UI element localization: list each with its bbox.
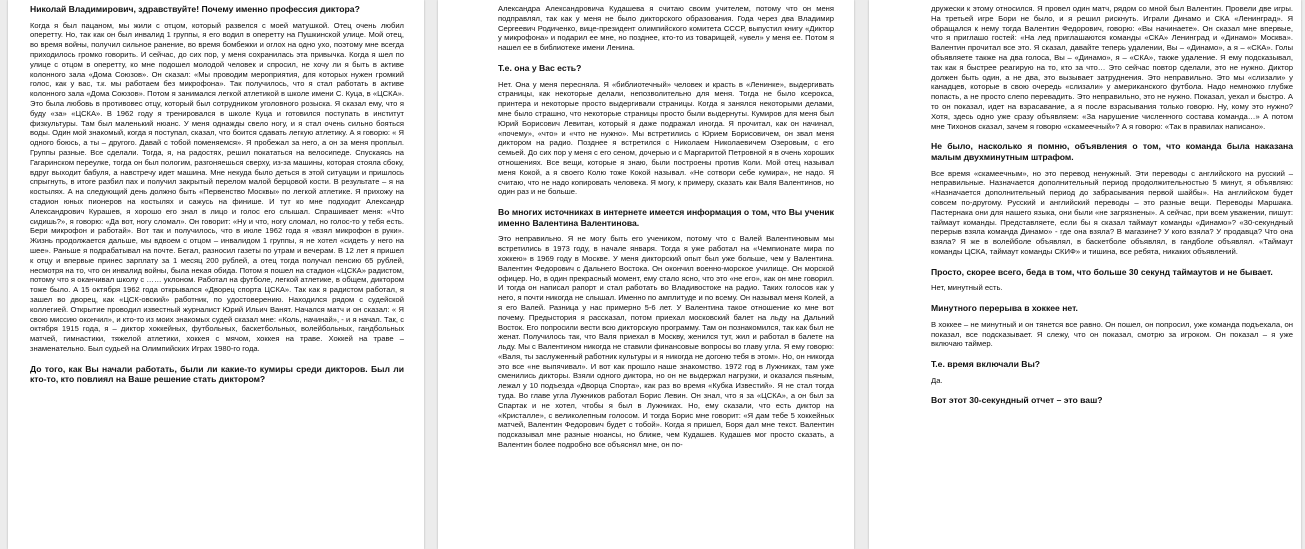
interview-question: До того, как Вы начали работать, были ли какие-то кумиры среди дикторов. Был ли кто-то, кто повлиял на Ваше решение стать диктором? (30, 363, 404, 385)
interview-question: Т.е. она у Вас есть? (498, 62, 582, 73)
interview-question: Не было, насколько я помню, объявления о том, что команда была наказана малым двухминутным штрафом. (931, 141, 1293, 162)
interview-answer: Когда я был пацаном, мы жили с отцом, который развелся с моей матушкой. Отец очень любил оперетту. Но, так как он был инвалид 1 группы, я его водил в оперетту на Пушкинской улице. Мой отец, во время войны, получил сильное ранение, во время бомбежки и оглох на одно ухо, поэтому мне всегда приходилось громко говорить. И сейчас, до сих пор, у меня сохранилась эта привычка. Когда я шел по улице с отцом в оперетту, ко мне подошел молодой человек и спросил, не хочу ли я быть в активе колонного зала «Дома Союзов». Он сказал: «Мы проводим мероприятия, для которых нужен громкий голос, как у вас, т.к. мы работаем без микрофона». Так получилось, что я стал работать в активе колонного зала «Дома Союзов». Потом я занимался легкой атлетикой в школе имени С. Куца, в «ЦСКА». Это была любовь в противовес отцу, который был сотрудником уголовного розыска. Я сказал ему, что я буду «за» «ЦСКА». В 1962 году я тренировался в школе Куца и готовился поступать в институт физкультуры. Там был маленький нюанс. У меня однажды свело ногу, и я стал очень сильно бояться воды. Один мой знакомый, когда я поступал, сказал, что боится сдавать легкую атлетику. А я говорю: « Я одного боюсь, а ты – другого. Давай с тобой поменяемся». Я пробежал за него, а он за меня проплыл. Группы разные. Все сделали. Тогда, я, на радостях, решил покататься на велосипеде. Спускаясь на Гагаринском переулке, тогда он был пологим, разгоняешься сверху, из-за машины, которая стояла сбоку, вдруг выходит бабуля, а навстречу идет машина. Мне некуда было деться в этой ситуации и пришлось спрыгнуть, в итоге разбил пах и получил закрытый перелом малой берцовой кости. В результате – я на костылях. А на следующий день должно быть «Первенство Москвы» по легкой атлетике. Я прихожу на стадион юных пионеров на костылях и сажусь на финише. И тут ко мне подходит Александр Александрович Курашев, я хорошо его знал в лицо и голос его слышал. Спрашивает меня: «Что сидишь?», я говорю: «Да вот, ногу сломал». Он говорит: «Ну и что, ногу сломал, но голос-то у тебя есть. Бери микрофон и работай». Вот так и получилось, что в июле 1962 года я «взял микрофон в руки». Жизнь продолжается дальше, мы вдвоем с отцом – инвалидом 1 группы, я не хотел «сидеть у него на шее». Раньше я подрабатывал на почте. Бегал, разносил газеты по утрам и вечерам. В 12 лет я пришел к отцу и впервые принес зарплату за 1 месяц 200 рублей, а отец тогда получал пенсию 65 рублей, несмотря на то, что он инвалид войны, была некая обида. Потом я пошел на стадион «ЦСКА» радистом, потому что я оканчивал школу с …… уклоном. Работал на футболе, легкой атлетике, в общем, диктором тоже было. А 15 октября 1962 года открывался «Дворец спорта ЦСКА». Так как я радистом работал, я зашел во дворец, как «ЦСК-овский» работник, по удостоверению. Находился рядом с судейской коллегией. Открытие проводил известный журналист Юрий Ильич Ванят. Начался матч и он сказал: « Я свою миссию окончил», и кто-то из моих знакомых судей сказал мне: «Коль, начинай», - и я начал. Так, с октября 1915 года, я – диктор хоккейных, футбольных, баскетбольных, волейбольных, гандбольных матчей, гимнастики, тяжелой атлетики, хоккея с мячом, хоккея на траве. Хоккей на траве – знаменательно. Был судьей на Олимпийских Играх 1980-го года. (30, 20, 404, 353)
interview-answer: Да. (931, 375, 943, 385)
interview-question: Вот этот 30-секундный отчет – это ваш? (931, 395, 1103, 406)
interview-question: Во многих источниках в интернете имеется информация о том, что Вы ученик именно Валентина Валентинова. (498, 207, 834, 228)
interview-answer: В хоккее – не минутный и он тянется все равно. Он пошел, он попросил, уже команда подъехала, он показал, все подсказывает. Я слежу, что он показал, смотрю за игроком. Он показал – я уже включаю таймер. (931, 319, 1293, 349)
page-1 (8, 0, 424, 549)
interview-answer: Александра Александровича Кудашева я считаю своим учителем, потому что он меня подправлял, так как у меня не было дикторского образования. Года через два Владимир Сергеевич Родиченко, вице-президент олимпийского комитета СССР, выпустил книгу «Диктор у микрофона» и подарил ее мне, но позднее, кто-то из товарищей, «увел» у меня ее. Потом я нашел ее в библиотеке имени Ленина. (498, 4, 834, 53)
interview-question: Просто, скорее всего, беда в том, что больше 30 секунд таймаутов и не бывает. (931, 266, 1273, 277)
interview-answer: Это неправильно. Я не могу быть его учеником, потому что с Валей Валентиновым мы встретились в 1973 году, в начале января. Тогда я уже работал на «Чемпионате мира по хоккею» в 1969 году в Москве. У меня дикторский опыт был уже больше, чем у Валентина. Валентин Федорович с Дальнего Востока. Он окончил военно-морское училище. Он морской офицер. Но, в один прекрасный момент, ему стало ясно, что это «не его», как он мне говорил. И тогда он написал рапорт и стал работать во Владивостоке на радио. Таких голосов как у него, я почти никогда не слышал. Именно по амплитуде и по всему. Он называл меня Колей, а я его Валей. Разница у нас примерно 5-6 лет. У Валентина такое отношение ко мне вот почему. Предыстория я рассказал, потом приехал московский балет на льду на Дальний Восток. Его попросили вести всю дикторскую программу. Там он познакомился, так как был не женат. Получилось так, что Валя приехал в Москву, женился тут, жил и работал в балете на льду. Мы с Валентином никогда не ставили финансовые вопросы во главу угла. Я ему говорю: «Валя, ты заслуженный работник культуры и я никогда не догоню тебя в этом». Но, он никогда это все «не выпячивал». И вот как прошло наше знакомство. 1972 год в Лужниках, там уже сменились дикторы. Взяли одного диктора, но он не выдержал нагрузки, и оказался пьяным, лежал у 10 подъезда «Дворца Спорта», как раз во время «Кубка Известий». Я не стал тогда туда. Во главе угла Лужников работал Борис Левин. Он знал, что я за «ЦСКА», а он был за Спартак и не хотел, чтобы я был в Лужниках. Но, ему сказали, что есть диктор на «Кристалле», с великолепным голосом. И тогда Борис мне говорит: «Я дам тебе 5 хоккейных матчей, Валентин Федорович будет с тобой». Когда я пришел, Боря дал мне текст. Валентин подсказывал мне разные нюансы, но ближе, чем Кудашев. Кудашев мог просто сказать, а Валентин более подробно все объяснял мне, он по- (498, 234, 834, 450)
interview-answer: Все время «скамеечным», но это перевод ненужный. Эти переводы с английского на русский – неправильные. Назначается дополнительный период продолжительностью 5 минут, я объявляю: «Назначается дополнительный период до забрасывания первой шайбы». На английском будет совсем по-другому. Русский и английский переводы – это разные вещи. Переводы Маршака. Пастернака они для нашего языка, они были «не загрязнены». А сейчас, при всем уважении, пишут: таймаут команды. Представляете, если бы я сказал таймаут команды «Динамо»? «30-секундный перерыв взяла команда Динамо» - где она взяла? В магазине? У кого взяла? У продавца? Что она взяла? Я же в волейболе объявлял, в баскетболе объявлял, в гандболе объявлял. «Таймаут команды ЦСКА, таймаут команды СКИФ» и тишина, все ребята, никаких объявлений. (931, 168, 1293, 256)
page-2 (438, 0, 854, 549)
interview-question: Т.е. время включали Вы? (931, 359, 1041, 370)
interview-answer: дружески к этому относился. Я провел один матч, рядом со мной был Валентин. Провели две игры. На третьей игре Бори не было, и я решил рискнуть. Играли Динамо и СКА «Ленинград». Я обращался к нему тогда Валентин Федорович, говорю: «Вы начинаете». Он сказал мне впервые, что я приглашо гостей: «На лед приглашаются команды «СКА» Ленинград и «Динамо» Москва». Валентин прочитал все это. Я сказал, давайте теперь удалении, Вы – «Динамо», а я – «СКА». Голы объявляете также на два голоса, Вы – «Динамо», я – «СКА», также удаление. Я ему подсказывал, так как я быстрее реагирую на то, кто за что… Это сейчас повтор сделали, это не нужно. Диктор должен быть один, а не два, это вызывает затруднения. Это неправильно. Это мы «слизали» у канадцев, которые в свою очередь «слизали» у американского футбола. Надо немножко глубже попасть, а не просто слепо перевадить. Это неправильно, это не нужно. Показал, уехал и быстро. А то он показал, идет на взрасавание, а я после взрасывания только говорю. Ну, кому это нужно? Хотя, здесь одно уже сразу объявляем: «За нарушение численного состава команда…» А потом мне Тихонов сказал, зачем я говорю «скамеечный»? А я говорю: «Так в правилах написано». (931, 4, 1293, 131)
interview-question: Минутного перерыва в хоккее нет. (931, 303, 1078, 314)
interview-question: Николай Владимирович, здравствуйте! Почему именно профессия диктора? (30, 4, 360, 14)
interview-answer: Нет, минутный есть. (931, 283, 1003, 293)
page-3 (869, 0, 1301, 549)
interview-answer: Нет. Она у меня пересняла. Я «библиотечный» человек и красть в «Ленинке», выдергивать страницы, как некоторые делали, непозволительно для меня. Тогда не было ксерокса, принтера и некоторые просто выдергивали страницы. Когда я занялся некоторыми делами, мне было страшно, что некоторые страницы просто были выдернуты. Кумиров для меня был Юрий Борисович Левитан, который я даже подражал иногда. Я прочитал, как он начинал, «почему», «что» и «что не нужно». Мы встретились с Юрием Борисовичем, он звал меня диктором на радио. Позднее я встретился с Николаем Николаевичем Озеровым, с его семьей. До сих пор у меня с его сеном, дочерью и с Маргаритой Петровной я в очень хороших отношениях. Все вещи, которые я знаю, были построены против Коли. Мой отец называл меня Кокой, а я своего Колю тоже Кокой называл. «Не сотвори себе кумира», не надо. Я считаю, что не надо копировать человека. Я могу, к примеру, сказать как Валя Валентинов, но один раз и не больше. (498, 79, 834, 197)
